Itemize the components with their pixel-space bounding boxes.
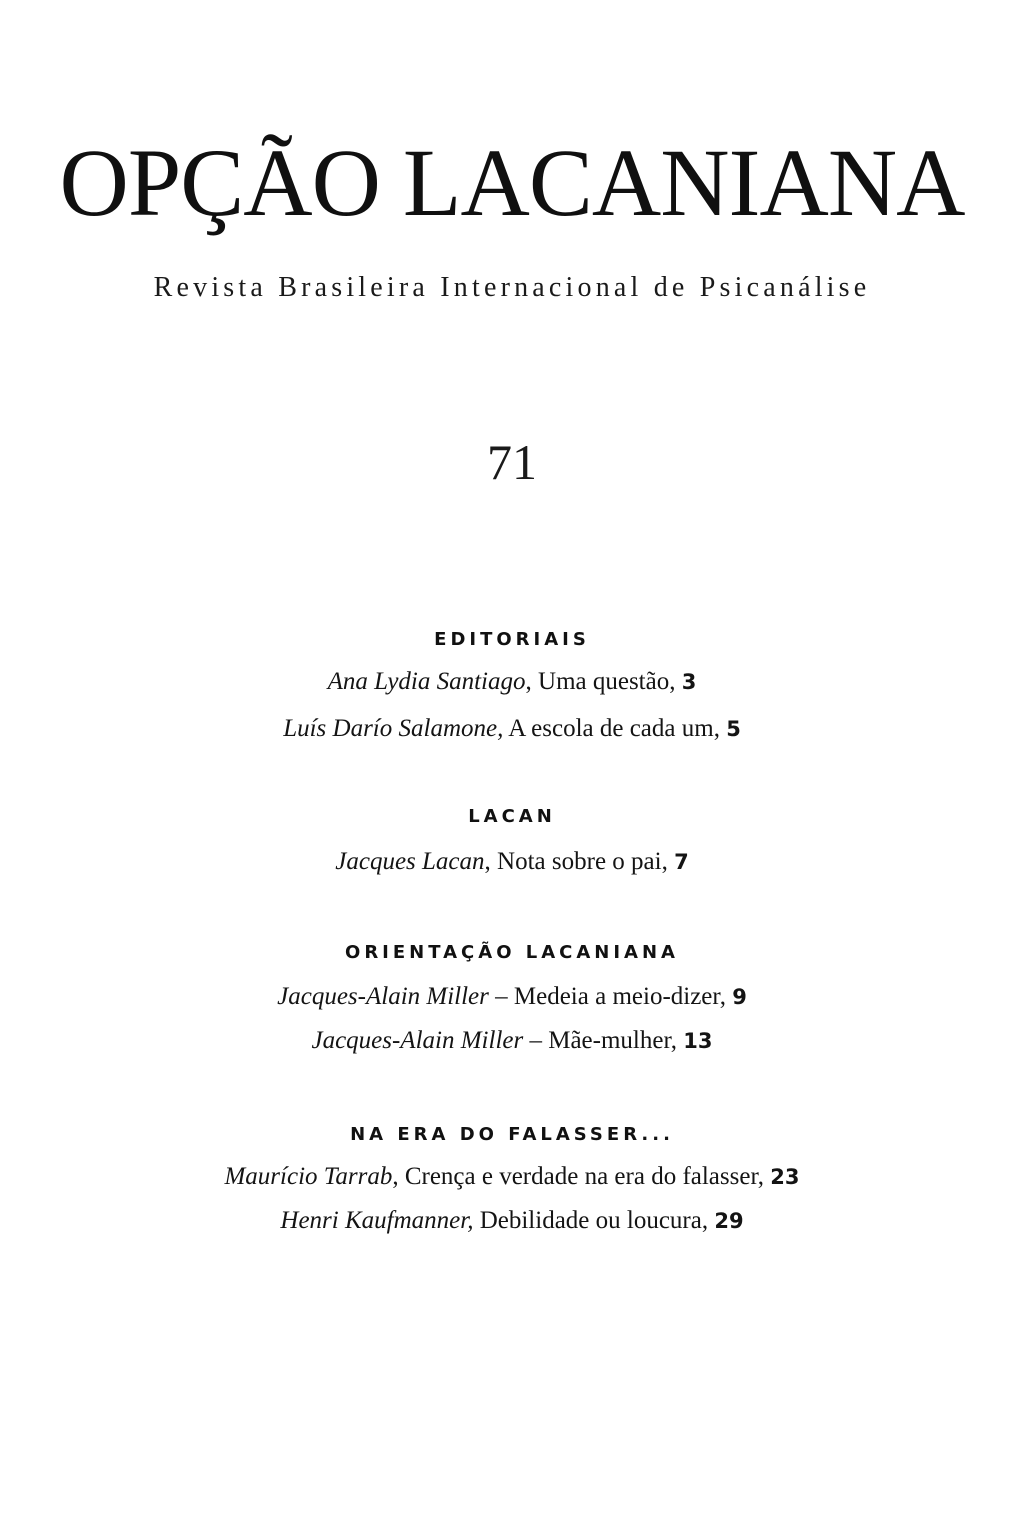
toc-entry: [0, 1204, 1024, 1238]
entry-title: A escola de cada um,: [508, 715, 727, 742]
entry-author: Jacques Lacan: [335, 848, 485, 875]
entry-page-number: 29: [714, 1209, 744, 1233]
entry-page-number: 13: [683, 1029, 713, 1053]
entry-title: Medeia a meio-dizer,: [513, 983, 733, 1010]
journal-subtitle: Revista Brasileira Internacional de Psicanálise: [153, 272, 871, 303]
entry-separator: –: [523, 1027, 549, 1054]
entry-author: Jacques-Alain Miller: [277, 983, 489, 1010]
section-heading-editoriais: EDITORIAIS: [434, 629, 590, 650]
toc-entry: [0, 665, 1024, 699]
entry-page-number: 5: [726, 717, 741, 741]
entry-author: Maurício Tarrab: [224, 1163, 393, 1190]
entry-author: Luís Darío Salamone,: [283, 715, 504, 742]
entry-title: Uma questão,: [538, 668, 682, 695]
entry-author: Henri Kaufmanner,: [280, 1207, 474, 1234]
entry-page-number: 9: [732, 985, 747, 1009]
journal-title: OPÇÃO LACANIANA: [59, 129, 965, 236]
toc-entry: [0, 712, 1024, 746]
entry-page-number: 23: [770, 1165, 800, 1189]
section-heading-lacan: LACAN: [468, 806, 556, 827]
toc-entry: [0, 845, 1024, 879]
toc-entry: [0, 1160, 1024, 1194]
section-heading-orientacao-lacaniana: ORIENTAÇÃO LACANIANA: [345, 942, 679, 963]
entry-title: Mãe-mulher,: [548, 1027, 684, 1054]
entry-page-number: 3: [681, 670, 697, 694]
toc-entry: [0, 980, 1024, 1014]
entry-title: Debilidade ou loucura,: [479, 1207, 715, 1234]
entry-separator: –: [488, 983, 514, 1010]
entry-title: Crença e verdade na era do falasser,: [404, 1163, 771, 1190]
entry-separator: ,: [525, 668, 539, 695]
section-heading-na-era-do-falasser: NA ERA DO FALASSER...: [350, 1124, 674, 1145]
entry-author: Ana Lydia Santiago: [327, 668, 526, 695]
entry-separator: ,: [484, 848, 498, 875]
entry-page-number: 7: [674, 850, 689, 874]
entry-title: Nota sobre o pai,: [497, 848, 675, 875]
issue-number: 71: [487, 434, 537, 490]
entry-separator: ,: [392, 1163, 405, 1190]
toc-entry: [0, 1024, 1024, 1058]
entry-author: Jacques-Alain Miller: [311, 1027, 524, 1054]
